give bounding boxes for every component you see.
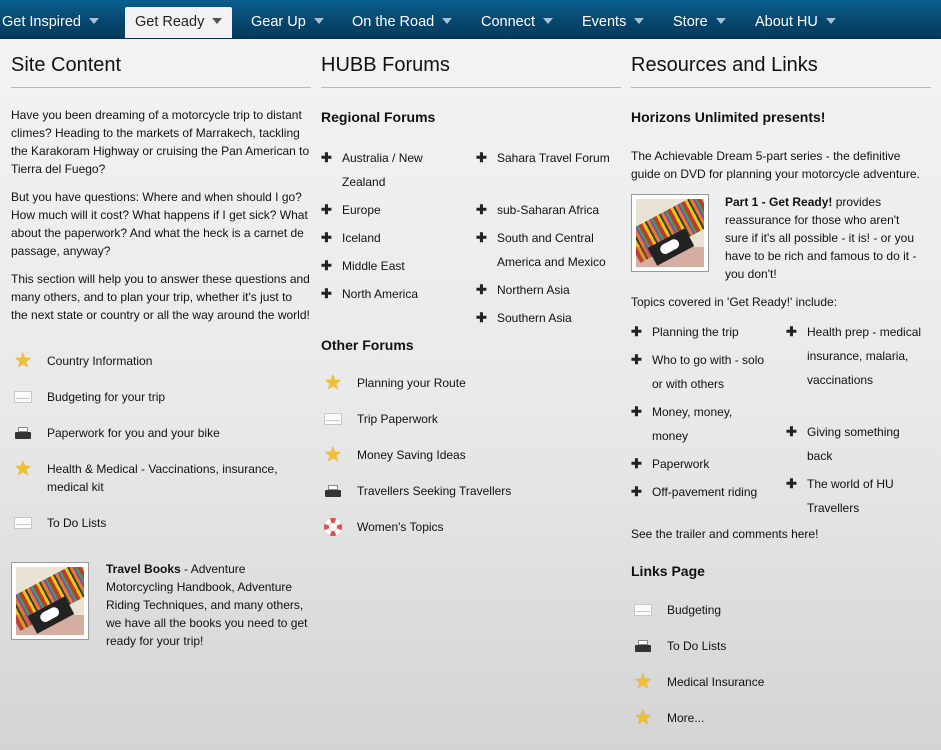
forum-sub-saharan-africa[interactable] bbox=[476, 198, 616, 222]
topic-label: Paperwork bbox=[652, 457, 710, 471]
envelope-icon bbox=[631, 601, 655, 619]
nav-get-ready[interactable] bbox=[125, 7, 232, 38]
forum-label: Europe bbox=[342, 203, 381, 217]
link-budgeting-resource[interactable] bbox=[631, 601, 721, 619]
topic-paperwork bbox=[631, 452, 771, 476]
forum-travellers-seeking[interactable] bbox=[321, 482, 511, 500]
chevron-down-icon bbox=[716, 18, 726, 24]
forum-southern-asia[interactable] bbox=[476, 306, 616, 330]
forum-middle-east[interactable] bbox=[321, 254, 456, 278]
dvd-cover-image bbox=[16, 567, 84, 635]
link-label: To Do Lists bbox=[667, 639, 727, 653]
part1-text bbox=[725, 193, 925, 283]
forum-womens-topics[interactable] bbox=[321, 518, 444, 536]
forum-label: Planning your Route bbox=[357, 376, 466, 390]
trailer-link[interactable]: See the trailer and comments here! bbox=[631, 527, 819, 541]
chevron-down-icon bbox=[543, 18, 553, 24]
forum-label: South and Central America and Mexico bbox=[497, 231, 606, 269]
forum-label: Southern Asia bbox=[497, 311, 572, 325]
envelope-icon bbox=[321, 410, 345, 428]
dvd-series-intro: The Achievable Dream 5-part series - the definitive guide on DVD for planning your motorcycle adventure. bbox=[631, 149, 920, 181]
forum-australia-nz[interactable] bbox=[321, 146, 456, 194]
star-icon: ★ bbox=[14, 458, 32, 480]
nav-on-the-road[interactable] bbox=[352, 0, 452, 38]
help-paragraph: This section will help you to answer these questions and many others, and to plan your trip, whether it's just to the next state or country or all the way around the world! bbox=[11, 272, 310, 322]
resources-column bbox=[631, 52, 931, 742]
topic-world-of-hu bbox=[786, 472, 926, 520]
topic-label: Planning the trip bbox=[652, 325, 739, 339]
star-icon: ★ bbox=[324, 444, 342, 466]
forum-label: Australia / New Zealand bbox=[342, 151, 423, 189]
chevron-down-icon bbox=[89, 18, 99, 24]
nav-gear-up[interactable] bbox=[251, 0, 324, 38]
forum-label: Women's Topics bbox=[357, 520, 444, 534]
forum-northern-asia[interactable] bbox=[476, 278, 616, 302]
plus-icon: ✚ bbox=[786, 324, 797, 339]
chevron-down-icon bbox=[314, 18, 324, 24]
plus-icon: ✚ bbox=[476, 230, 487, 245]
printer-icon bbox=[321, 482, 345, 500]
forum-label: sub-Saharan Africa bbox=[497, 203, 600, 217]
main-nav-bar bbox=[0, 0, 941, 39]
nav-label: Gear Up bbox=[251, 14, 306, 30]
chevron-down-icon bbox=[442, 18, 452, 24]
forum-label: North America bbox=[342, 287, 419, 301]
star-icon: ★ bbox=[14, 350, 32, 372]
forum-south-central-america[interactable] bbox=[476, 226, 616, 274]
link-to-do-lists[interactable] bbox=[11, 514, 106, 532]
nav-events[interactable] bbox=[582, 0, 644, 38]
questions-paragraph: But you have questions: Where and when should I go? How much will it cost? What happens if I get sick? What about the paperwork? And what the heck is a carnet de passage, anyway? bbox=[11, 190, 308, 258]
nav-connect[interactable] bbox=[481, 0, 553, 38]
hubb-forums-title: HUBB Forums bbox=[321, 52, 621, 88]
forum-label: Iceland bbox=[342, 231, 381, 245]
link-health-medical[interactable] bbox=[11, 460, 291, 496]
topic-label: The world of HU Travellers bbox=[807, 477, 894, 515]
part1-description: provides reassurance for those who aren't sure if it's all possible - it is! - or you have to be rich and famous to do it - you don't! bbox=[725, 195, 917, 281]
nav-label: Get Inspired bbox=[2, 14, 81, 30]
plus-icon: ✚ bbox=[321, 202, 332, 217]
topic-health-prep bbox=[786, 320, 926, 392]
forum-label: Sahara Travel Forum bbox=[497, 151, 610, 165]
topics-intro: Topics covered in 'Get Ready!' include: bbox=[631, 295, 838, 309]
link-label: More... bbox=[667, 711, 705, 725]
forum-iceland[interactable] bbox=[321, 226, 456, 250]
plus-icon: ✚ bbox=[476, 310, 487, 325]
forum-label: Middle East bbox=[342, 259, 405, 273]
part1-link[interactable]: Part 1 - Get Ready! bbox=[725, 195, 833, 209]
plus-icon: ✚ bbox=[321, 258, 332, 273]
intro-paragraph: Have you been dreaming of a motorcycle trip to distant climes? Heading to the markets of Marrakech, tackling the Karakoram Highway or cruising the Pan American to Tierra del Fuego? bbox=[11, 108, 310, 176]
star-icon: ★ bbox=[634, 707, 652, 729]
dvd-cover-image bbox=[636, 199, 704, 267]
plus-icon: ✚ bbox=[631, 404, 642, 419]
topic-giving-back bbox=[786, 420, 926, 468]
star-icon: ★ bbox=[324, 372, 342, 394]
nav-label: Store bbox=[673, 14, 708, 30]
plus-icon: ✚ bbox=[631, 324, 642, 339]
link-medical-insurance[interactable] bbox=[631, 673, 764, 691]
plus-icon: ✚ bbox=[321, 230, 332, 245]
topic-label: Health prep - medical insurance, malaria, vaccinations bbox=[807, 325, 922, 387]
forum-planning-route[interactable] bbox=[321, 374, 466, 392]
forum-label: Northern Asia bbox=[497, 283, 570, 297]
link-label: Health & Medical - Vaccinations, insurance, medical kit bbox=[47, 462, 278, 494]
topic-who-to-go-with bbox=[631, 348, 771, 396]
hubb-forums-column bbox=[321, 52, 621, 742]
plus-icon: ✚ bbox=[476, 150, 487, 165]
travel-books-description: - Adventure Motorcycling Handbook, Adventure Riding Techniques, and many others, we have all the books you need to get ready for your trip! bbox=[106, 562, 308, 648]
topic-label: Who to go with - solo or with others bbox=[652, 353, 765, 391]
link-to-do-lists-resource[interactable] bbox=[631, 637, 726, 655]
nav-label: Events bbox=[582, 14, 627, 30]
link-paperwork[interactable] bbox=[11, 424, 220, 442]
star-icon: ★ bbox=[634, 671, 652, 693]
link-more[interactable] bbox=[631, 709, 704, 727]
plus-icon: ✚ bbox=[631, 484, 642, 499]
lifebuoy-icon bbox=[321, 518, 345, 536]
link-country-information[interactable] bbox=[11, 352, 152, 370]
nav-label: Connect bbox=[481, 14, 536, 30]
travel-books-link[interactable]: Travel Books bbox=[106, 562, 181, 576]
forum-sahara[interactable] bbox=[476, 146, 616, 170]
regional-forums-heading: Regional Forums bbox=[321, 109, 436, 125]
forum-trip-paperwork[interactable] bbox=[321, 410, 438, 428]
link-label: Medical Insurance bbox=[667, 675, 765, 689]
site-content-title: Site Content bbox=[11, 52, 311, 88]
link-label: Country Information bbox=[47, 354, 153, 368]
plus-icon: ✚ bbox=[786, 476, 797, 491]
envelope-icon bbox=[11, 514, 35, 532]
travel-books-thumbnail[interactable] bbox=[11, 562, 89, 640]
plus-icon: ✚ bbox=[476, 202, 487, 217]
forum-label: Money Saving Ideas bbox=[357, 448, 466, 462]
link-label: Budgeting bbox=[667, 603, 722, 617]
hu-presents-heading: Horizons Unlimited presents! bbox=[631, 109, 826, 125]
topic-label: Off-pavement riding bbox=[652, 485, 758, 499]
chevron-down-icon bbox=[212, 18, 222, 24]
topic-planning bbox=[631, 320, 771, 344]
site-content-column bbox=[11, 52, 311, 742]
topic-off-pavement bbox=[631, 480, 781, 504]
resources-title: Resources and Links bbox=[631, 52, 931, 88]
forum-label: Trip Paperwork bbox=[357, 412, 438, 426]
forum-money-saving[interactable] bbox=[321, 446, 466, 464]
nav-about-hu[interactable] bbox=[755, 0, 836, 38]
forum-label: Travellers Seeking Travellers bbox=[357, 484, 512, 498]
nav-store[interactable] bbox=[673, 0, 726, 38]
chevron-down-icon bbox=[634, 18, 644, 24]
topic-label: Giving something back bbox=[807, 425, 900, 463]
plus-icon: ✚ bbox=[631, 352, 642, 367]
plus-icon: ✚ bbox=[321, 286, 332, 301]
printer-icon bbox=[11, 424, 35, 442]
dvd-thumbnail[interactable] bbox=[631, 194, 709, 272]
nav-label: On the Road bbox=[352, 14, 435, 30]
nav-label: About HU bbox=[755, 14, 818, 30]
link-label: To Do Lists bbox=[47, 516, 107, 530]
printer-icon bbox=[631, 637, 655, 655]
forum-europe[interactable] bbox=[321, 198, 456, 222]
plus-icon: ✚ bbox=[631, 456, 642, 471]
other-forums-heading: Other Forums bbox=[321, 337, 414, 353]
chevron-down-icon bbox=[826, 18, 836, 24]
envelope-icon bbox=[11, 388, 35, 406]
plus-icon: ✚ bbox=[786, 424, 797, 439]
plus-icon: ✚ bbox=[321, 150, 332, 165]
link-budgeting[interactable] bbox=[11, 388, 165, 406]
links-page-heading: Links Page bbox=[631, 563, 705, 579]
plus-icon: ✚ bbox=[476, 282, 487, 297]
link-label: Budgeting for your trip bbox=[47, 390, 166, 404]
topic-money bbox=[631, 400, 771, 448]
nav-label: Get Ready bbox=[135, 14, 205, 30]
travel-books-text bbox=[106, 560, 314, 650]
topic-label: Money, money, money bbox=[652, 405, 733, 443]
nav-get-inspired[interactable] bbox=[2, 0, 99, 38]
forum-north-america[interactable] bbox=[321, 282, 456, 306]
link-label: Paperwork for you and your bike bbox=[47, 426, 220, 440]
